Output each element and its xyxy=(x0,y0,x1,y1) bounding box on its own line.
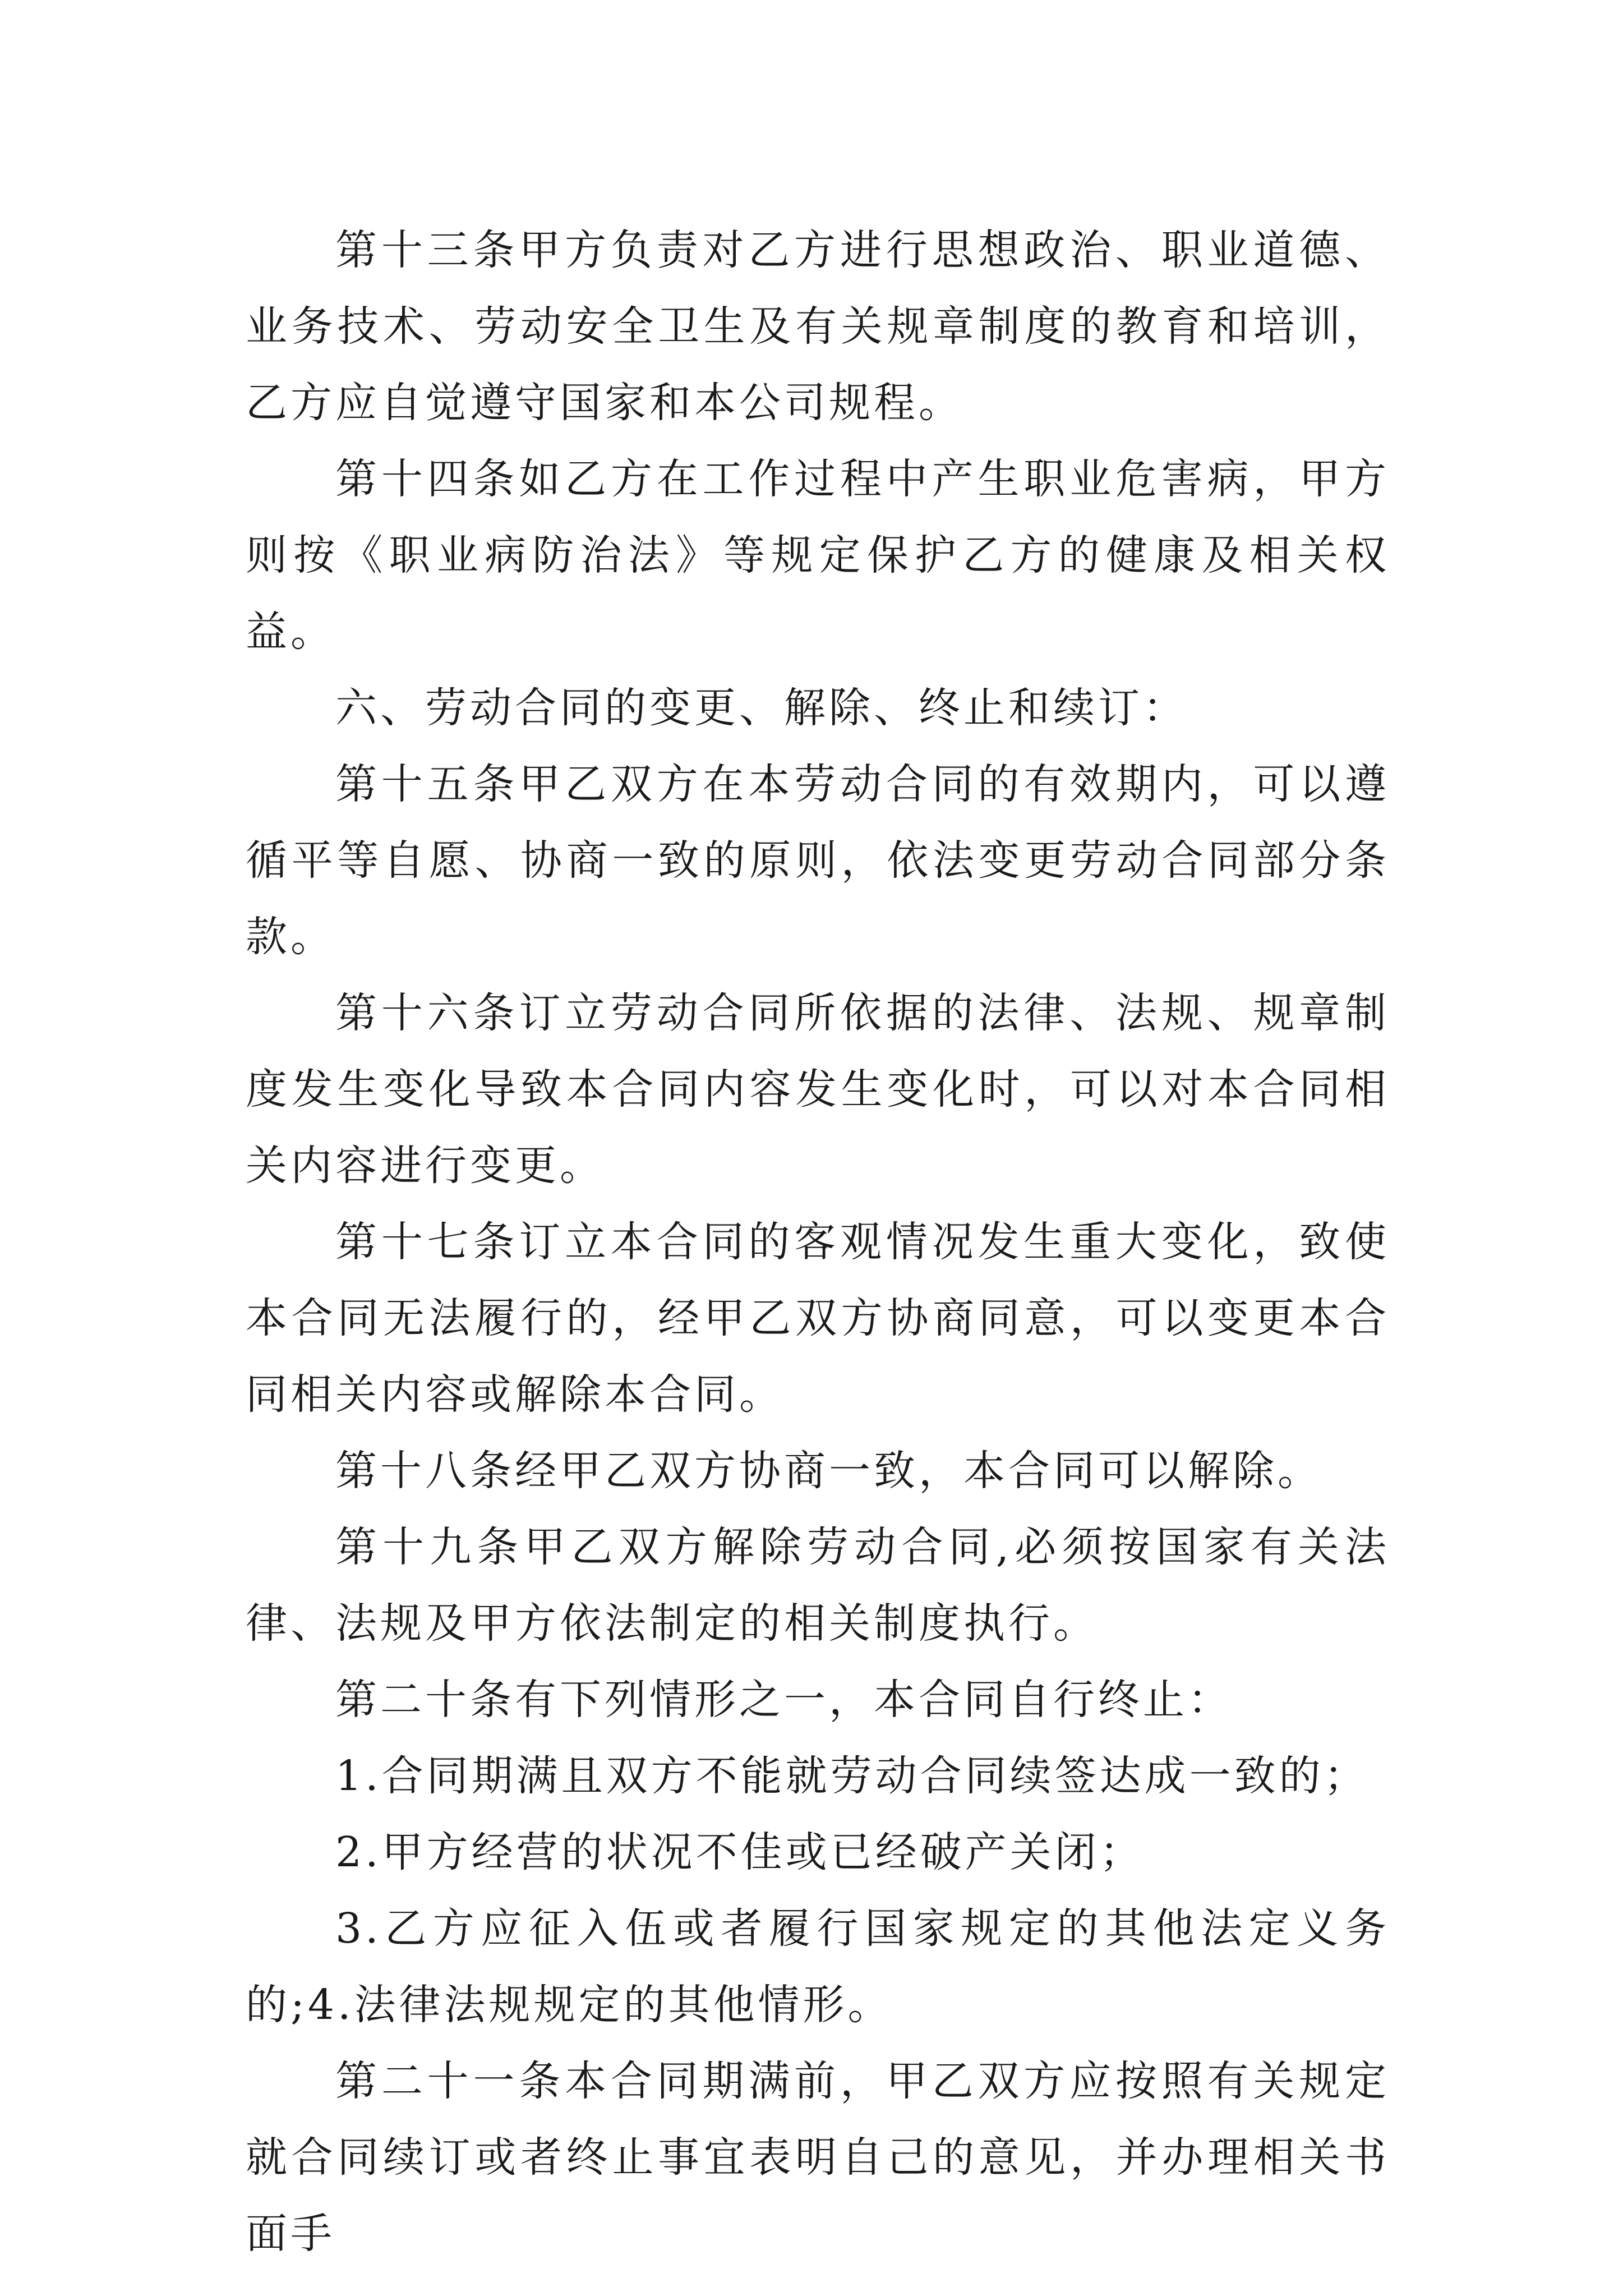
list-item-3-4: 3.乙方应征入伍或者履行国家规定的其他法定义务的;4.法律法规规定的其他情形。 xyxy=(246,1904,1390,2029)
paragraph-article-21: 第二十一条本合同期满前，甲乙双方应按照有关规定就合同续订或者终止事宜表明自己的意见，并办理相关书面手 xyxy=(246,2057,1390,2258)
paragraph-article-16: 第十六条订立劳动合同所依据的法律、法规、规章制度发生变化导致本合同内容发生变化时，可以对本合同相关内容进行变更。 xyxy=(246,989,1390,1190)
list-item-1: 1.合同期满且双方不能就劳动合同续签达成一致的； xyxy=(335,1752,1369,1800)
list-item-2: 2.甲方经营的状况不佳或已经破产关闭； xyxy=(335,1828,1145,1876)
paragraph-article-13: 第十三条甲方负责对乙方进行思想政治、职业道德、业务技术、劳动安全卫生及有关规章制度的教育和培训，乙方应自觉遵守国家和本公司规程。 xyxy=(246,226,1390,427)
paragraph-article-18: 第十八条经甲乙双方协商一致，本合同可以解除。 xyxy=(335,1447,1322,1495)
paragraph-article-14: 第十四条如乙方在工作过程中产生职业危害病，甲方则按《职业病防治法》等规定保护乙方的健康及相关权益。 xyxy=(246,455,1390,656)
paragraph-article-19: 第十九条甲乙双方解除劳动合同,必须按国家有关法律、法规及甲方依法制定的相关制度执行。 xyxy=(246,1523,1390,1648)
paragraph-article-15: 第十五条甲乙双方在本劳动合同的有效期内，可以遵循平等自愿、协商一致的原则，依法变更劳动合同部分条款。 xyxy=(246,760,1390,961)
document-body xyxy=(246,212,1390,2272)
section-heading-6: 六、劳动合同的变更、解除、终止和续订： xyxy=(335,684,1188,732)
paragraph-article-20: 第二十条有下列情形之一，本合同自行终止： xyxy=(335,1676,1233,1724)
paragraph-article-17: 第十七条订立本合同的客观情况发生重大变化，致使本合同无法履行的，经甲乙双方协商同意，可以变更本合同相关内容或解除本合同。 xyxy=(246,1218,1390,1419)
